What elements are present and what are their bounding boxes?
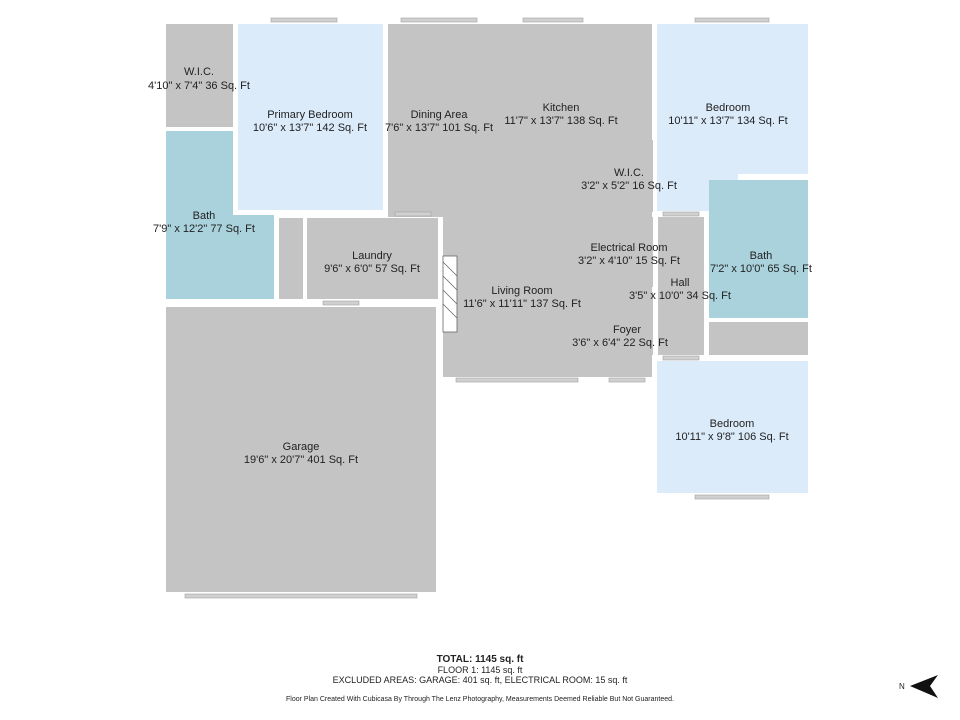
label-wic-2: W.I.C. — [614, 167, 644, 179]
dims-bedroom-2: 10'11" x 9'8" 106 Sq. Ft — [675, 431, 789, 443]
label-bath-1: Bath — [192, 210, 216, 222]
dims-garage: 19'6" x 20'7" 401 Sq. Ft — [243, 454, 359, 466]
label-electrical-room: Electrical Room — [590, 242, 668, 254]
label-bedroom-2: Bedroom — [709, 418, 755, 430]
label-hall: Hall — [670, 277, 690, 289]
label-bedroom-1: Bedroom — [705, 102, 751, 114]
north-label: N — [899, 682, 905, 691]
dims-primary-bedroom: 10'6" x 13'7" 142 Sq. Ft — [252, 122, 368, 134]
dims-living-room: 11'6" x 11'11" 137 Sq. Ft — [463, 298, 581, 310]
closet-strip — [279, 218, 303, 299]
dims-hall: 3'5" x 10'0" 34 Sq. Ft — [629, 290, 731, 302]
dims-kitchen: 11'7" x 13'7" 138 Sq. Ft — [504, 115, 618, 127]
label-garage: Garage — [282, 441, 320, 453]
label-laundry: Laundry — [352, 250, 392, 262]
floor-area: FLOOR 1: 1145 sq. ft — [437, 665, 523, 675]
total-area: TOTAL: 1145 sq. ft — [436, 654, 524, 665]
dims-bedroom-1: 10'11" x 13'7" 134 Sq. Ft — [668, 115, 788, 127]
label-living-room: Living Room — [491, 285, 553, 297]
dims-electrical-room: 3'2" x 4'10" 15 Sq. Ft — [578, 255, 680, 267]
dims-wic-2: 3'2" x 5'2" 16 Sq. Ft — [581, 180, 677, 192]
label-kitchen: Kitchen — [542, 102, 580, 114]
compass-arrow-icon — [910, 675, 938, 698]
excluded-areas: EXCLUDED AREAS: GARAGE: 401 sq. ft, ELECTRICAL ROOM: 15 sq. ft — [332, 675, 628, 685]
dims-bath-2: 7'2" x 10'0" 65 Sq. Ft — [710, 263, 812, 275]
label-wic-1: W.I.C. — [184, 66, 214, 78]
fireplace — [443, 256, 457, 332]
label-dining-area: Dining Area — [410, 109, 468, 121]
credit-note: Floor Plan Created With Cubicasa By Through The Lenz Photography, Measurements Deemed Reliable But Not Guaranteed. — [286, 696, 674, 703]
linen-closet — [709, 322, 808, 355]
dims-wic-1: 4'10" x 7'4" 36 Sq. Ft — [148, 80, 250, 92]
north-compass — [896, 672, 940, 702]
dims-bath-1: 7'9" x 12'2" 77 Sq. Ft — [153, 223, 255, 235]
dims-dining-area: 7'6" x 13'7" 101 Sq. Ft — [384, 122, 494, 134]
dims-foyer: 3'6" x 6'4" 22 Sq. Ft — [572, 337, 668, 349]
label-bath-2: Bath — [749, 250, 773, 262]
label-foyer: Foyer — [612, 324, 642, 336]
label-primary-bedroom: Primary Bedroom — [267, 109, 353, 121]
dims-laundry: 9'6" x 6'0" 57 Sq. Ft — [324, 263, 420, 275]
